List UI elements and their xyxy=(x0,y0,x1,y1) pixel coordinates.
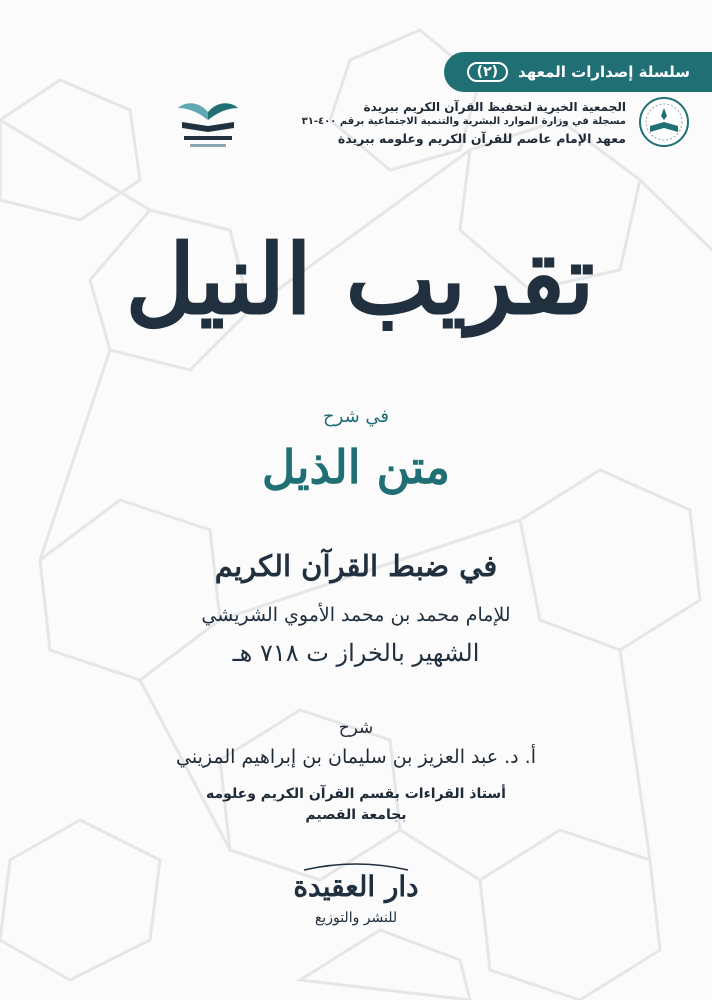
open-book-wings-icon xyxy=(170,94,246,154)
commentary-label: شرح xyxy=(338,718,374,738)
shahir-line: الشهير بالخراز ت ٧١٨ هـ xyxy=(232,639,480,667)
dabt-subtitle: في ضبط القرآن الكريم xyxy=(214,549,498,583)
author-name: أ. د. عبد العزيز بن سليمان بن إبراهيم المزيني xyxy=(176,746,536,768)
registration-line: مسجلة في وزارة الموارد البشرية والتنمية الاجتماعية برقم ٤٠٠-٣١ xyxy=(301,116,626,127)
organization-header xyxy=(246,100,626,146)
book-title: تقريب النيل xyxy=(125,223,595,336)
book-emblem-icon xyxy=(638,96,690,148)
position-line-1: أستاذ القراءات بقسم القرآن الكريم وعلومه xyxy=(206,786,506,802)
subtitle-fi-sharh: في شرح xyxy=(323,406,389,427)
society-name: الجمعية الخيرية لتحفيظ القرآن الكريم ببريدة xyxy=(363,100,626,114)
institute-name: معهد الإمام عاصم للقرآن الكريم وعلومه ببريدة xyxy=(337,131,626,146)
publisher-name: دار العقيدة xyxy=(293,870,419,903)
imam-line: للإمام محمد بن محمد الأموي الشريشي xyxy=(201,604,511,626)
series-number: (٢) xyxy=(467,62,508,82)
position-line-2: بجامعة القصيم xyxy=(305,807,407,823)
author-position xyxy=(116,784,596,826)
matn-title: متن الذيل xyxy=(261,440,451,494)
series-badge xyxy=(444,52,712,92)
series-label: سلسلة إصدارات المعهد xyxy=(518,63,690,81)
publisher-subtitle: للنشر والتوزيع xyxy=(314,910,398,926)
